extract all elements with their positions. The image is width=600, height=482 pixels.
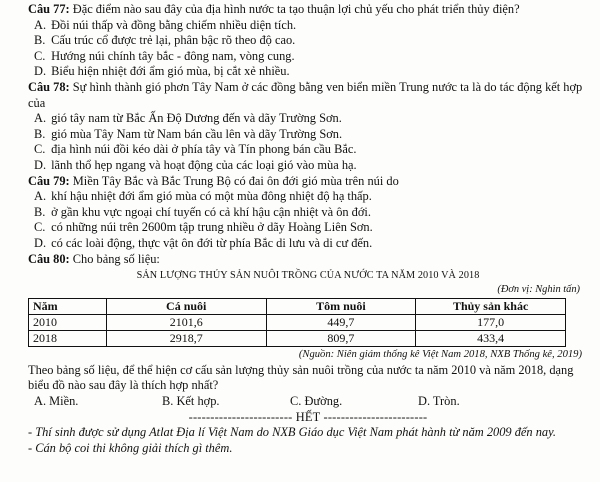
table-cell: 809,7 <box>266 331 416 347</box>
question-77 <box>28 2 588 18</box>
table-cell: 2918,7 <box>106 331 266 347</box>
table-row <box>29 315 566 331</box>
question-text: Miền Tây Bắc và Bắc Trung Bộ có đai ôn đới gió mùa trên núi do <box>72 173 399 188</box>
question-79 <box>28 174 588 190</box>
option-78-b: B. gió mùa Tây Nam từ Nam bán cầu lên và dãy Trường Sơn. <box>34 126 343 141</box>
table-cell: 449,7 <box>266 315 416 331</box>
option-80-c: C. Đường. <box>290 394 343 409</box>
option-79-d: D. có các loài động, thực vật ôn đới từ phía Bắc di lưu và di cư đến. <box>34 235 373 250</box>
question-text: Cho bảng số liệu: <box>72 251 160 266</box>
option-79-a: A. khí hậu nhiệt đới ẩm gió mùa có một mùa đông nhiệt độ hạ thấp. <box>34 189 372 204</box>
option-78-d: D. lãnh thổ hẹp ngang và hoạt động của các loại gió vào mùa hạ. <box>34 157 357 172</box>
note-atlas: - Thí sinh được sử dụng Atlat Địa lí Việt Nam do NXB Giáo dục Việt Nam phát hành từ năm 2009 đến nay. <box>28 425 556 440</box>
option-77-d: D. Biểu hiện nhiệt đới ẩm gió mùa, bị cắt xẻ nhiều. <box>34 64 290 79</box>
option-79-b: B. ở gần khu vực ngoại chí tuyến có cả khí hậu cận nhiệt và ôn đới. <box>34 204 371 219</box>
question-80 <box>28 252 588 268</box>
header-cell: Tôm nuôi <box>266 299 416 315</box>
option-80-a: A. Miền. <box>34 394 79 409</box>
end-marker: ------------------------ HẾT ------------------------ <box>188 409 428 424</box>
option-77-a: A. Đồi núi thấp và đồng bằng chiếm nhiều diện tích. <box>34 17 297 32</box>
option-80-d: D. Tròn. <box>418 394 460 409</box>
answer-options <box>34 394 588 410</box>
option-78-a: A. gió tây nam từ Bắc Ấn Độ Dương đến và dãy Trường Sơn. <box>34 111 342 126</box>
exam-page <box>28 2 588 456</box>
question-number: Câu 80: <box>28 251 70 266</box>
data-table <box>28 298 566 347</box>
table-cell: 2101,6 <box>106 315 266 331</box>
question-number: Câu 78: <box>28 79 70 94</box>
table-cell: 2010 <box>29 315 107 331</box>
question-number: Câu 79: <box>28 173 70 188</box>
note-proctor: - Cán bộ coi thi không giải thích gì thêm. <box>28 440 233 455</box>
header-cell: Cá nuôi <box>106 299 266 315</box>
table-unit: (Đơn vị: Nghìn tấn) <box>497 283 580 295</box>
table-source: (Nguồn: Niên giám thống kê Việt Nam 2018, NXB Thống kê, 2019) <box>298 349 582 361</box>
table-title: SẢN LƯỢNG THỦY SẢN NUÔI TRỒNG CỦA NƯỚC TA NĂM 2010 VÀ 2018 <box>136 270 480 282</box>
question-78 <box>28 80 588 111</box>
table-cell: 433,4 <box>416 331 566 347</box>
option-79-c: C. có những núi trên 2600m tập trung nhiều ở dãy Hoàng Liên Sơn. <box>34 220 373 235</box>
table-cell: 2018 <box>29 331 107 347</box>
option-77-c: C. Hướng núi chính tây bắc - đông nam, vòng cung. <box>34 48 295 63</box>
option-78-c: C. địa hình núi đồi kéo dài ở phía tây và Tín phong bán cầu Bắc. <box>34 142 357 157</box>
question-number: Câu 77: <box>28 2 70 16</box>
header-cell: Năm <box>29 299 107 315</box>
question-text: Sự hình thành gió phơn Tây Nam ở các đồng bằng ven biển miền Trung nước ta là do tác động kết hợp của <box>28 79 583 110</box>
option-80-b: B. Kết hợp. <box>162 394 220 409</box>
header-cell: Thủy sản khác <box>416 299 566 315</box>
question-text: Đặc điểm nào sau đây của địa hình nước ta tạo thuận lợi chủ yếu cho phát triển thủy điện? <box>72 2 520 16</box>
table-header-row <box>29 299 566 315</box>
table-row <box>29 331 566 347</box>
question-80-prompt: Theo bảng số liệu, để thể hiện cơ cấu sản lượng thủy sản nuôi trồng của nước ta năm 2010 và năm 2018, dạng biểu đồ nào sau đây là thích hợp nhất? <box>28 362 574 393</box>
table-cell: 177,0 <box>416 315 566 331</box>
option-77-b: B. Cấu trúc cổ được trẻ lại, phân bậc rõ theo độ cao. <box>34 33 296 48</box>
